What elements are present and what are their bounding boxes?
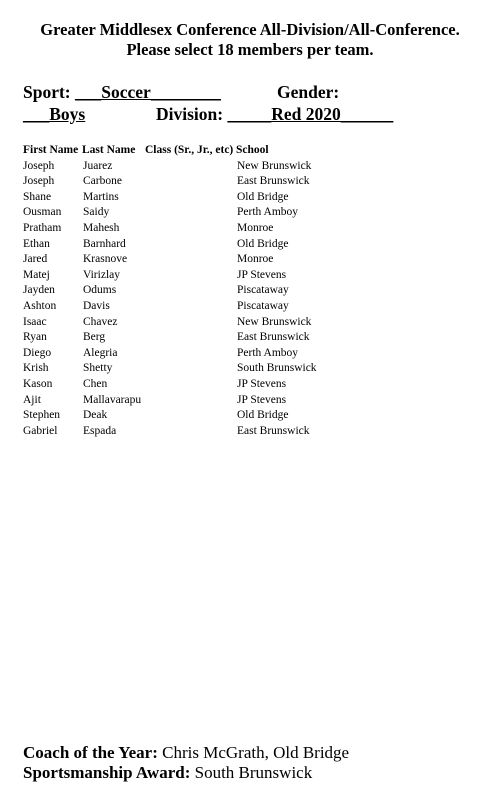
cell-school: Piscataway	[237, 299, 289, 312]
cell-last-name: Mallavarapu	[83, 393, 142, 406]
cell-last-name: Mahesh	[83, 221, 120, 234]
cell-school: Old Bridge	[237, 190, 289, 203]
cell-first-name: Pratham	[23, 221, 62, 234]
sport-label: Sport:	[23, 82, 71, 102]
sportsmanship-label: Sportsmanship Award:	[23, 763, 191, 782]
gender-field	[277, 82, 339, 102]
cell-first-name: Ajit	[23, 393, 41, 406]
cell-school: East Brunswick	[237, 175, 310, 188]
cell-first-name: Ashton	[23, 299, 57, 312]
cell-first-name: Stephen	[23, 409, 61, 422]
cell-school: Perth Amboy	[237, 206, 299, 219]
cell-school: New Brunswick	[237, 315, 312, 328]
sportsmanship-value: South Brunswick	[190, 763, 313, 782]
column-header-school: School	[236, 144, 269, 156]
cell-school: New Brunswick	[237, 159, 312, 172]
cell-last-name: Martins	[83, 190, 119, 203]
sport-value: ___Soccer________	[75, 82, 221, 102]
cell-first-name: Gabriel	[23, 424, 58, 437]
cell-school: East Brunswick	[237, 424, 310, 437]
column-header-first-name: First Name	[23, 144, 79, 156]
cell-last-name: Chen	[83, 377, 108, 390]
cell-school: Perth Amboy	[237, 346, 299, 359]
sportsmanship-award	[23, 763, 349, 783]
cell-last-name: Odums	[83, 284, 117, 297]
coach-label: Coach of the Year:	[23, 743, 158, 762]
document-title	[0, 20, 500, 60]
cell-first-name: Joseph	[23, 175, 55, 188]
cell-school: Old Bridge	[237, 409, 289, 422]
cell-last-name: Barnhard	[83, 237, 126, 250]
cell-last-name: Juarez	[83, 159, 113, 172]
cell-last-name: Deak	[83, 409, 108, 422]
cell-first-name: Ethan	[23, 237, 50, 250]
cell-school: Old Bridge	[237, 237, 289, 250]
gender-label: Gender:	[277, 82, 340, 102]
cell-last-name: Alegria	[83, 346, 118, 359]
division-field	[156, 104, 393, 124]
gender-value: ___Boys	[23, 104, 86, 124]
gender-value-field	[23, 104, 85, 124]
cell-first-name: Krish	[23, 362, 49, 375]
cell-first-name: Jared	[23, 253, 48, 266]
cell-last-name: Berg	[83, 331, 106, 344]
cell-last-name: Espada	[83, 424, 117, 437]
cell-first-name: Kason	[23, 377, 53, 390]
column-header-class: Class (Sr., Jr., etc)	[145, 144, 234, 156]
cell-last-name: Carbone	[83, 175, 122, 188]
cell-first-name: Shane	[23, 190, 52, 203]
column-header-last-name: Last Name	[82, 144, 136, 156]
division-value: _____Red 2020______	[227, 104, 394, 124]
cell-last-name: Chavez	[83, 315, 118, 328]
cell-first-name: Jayden	[23, 284, 55, 297]
cell-school: JP Stevens	[237, 377, 287, 390]
cell-first-name: Isaac	[23, 315, 47, 328]
awards-section	[23, 743, 349, 783]
cell-school: Monroe	[237, 221, 274, 234]
cell-school: JP Stevens	[237, 393, 287, 406]
sport-field	[23, 82, 221, 102]
cell-last-name: Shetty	[83, 362, 113, 375]
cell-first-name: Diego	[23, 346, 52, 359]
cell-first-name: Joseph	[23, 159, 55, 172]
division-label: Division:	[156, 104, 224, 124]
cell-last-name: Davis	[83, 299, 110, 312]
cell-last-name: Saidy	[83, 206, 110, 219]
cell-last-name: Krasnove	[83, 253, 128, 266]
cell-school: JP Stevens	[237, 268, 287, 281]
cell-school: Piscataway	[237, 284, 289, 297]
cell-school: South Brunswick	[237, 362, 317, 375]
cell-first-name: Ryan	[23, 331, 47, 344]
coach-of-the-year	[23, 743, 349, 763]
title-line-1: Greater Middlesex Conference All-Division/All-Conference.	[40, 20, 460, 39]
coach-value: Chris McGrath, Old Bridge	[157, 743, 350, 762]
cell-last-name: Virizlay	[83, 268, 120, 281]
cell-first-name: Matej	[23, 268, 50, 281]
cell-school: Monroe	[237, 253, 274, 266]
cell-first-name: Ousman	[23, 206, 62, 219]
cell-school: East Brunswick	[237, 331, 310, 344]
title-line-2: Please select 18 members per team.	[126, 40, 374, 59]
